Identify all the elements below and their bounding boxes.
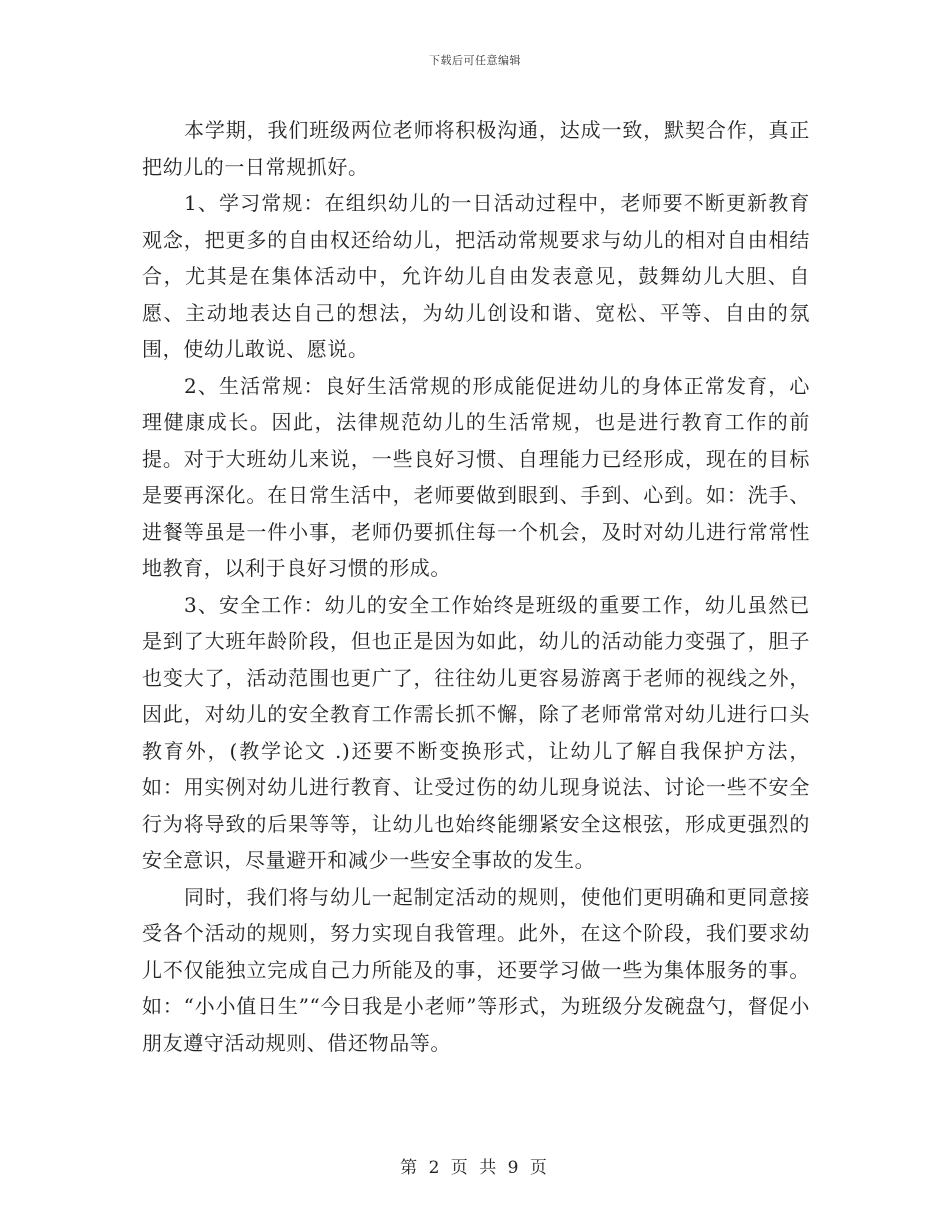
paragraph-self-management: 同时，我们将与幼儿一起制定活动的规则，使他们更明确和更同意接受各个活动的规则，努力实现自我管理。此外，在这个阶段，我们要求幼儿不仅能独立完成自己力所能及的事，还要学习做一些为集体服务的事。如：“小小值日生”“今日我是小老师”等形式，为班级分发碗盘勺，督促小朋友遵守活动规则、借还物品等。 — [142, 884, 810, 1055]
paragraph-intro: 本学期，我们班级两位老师将积极沟通，达成一致，默契合作，真正把幼儿的一日常规抓好。 — [142, 118, 810, 179]
page-number: 第 2 页 共 9 页 — [400, 1158, 550, 1178]
paragraph-life-routine: 2、生活常规：良好生活常规的形成能促进幼儿的身体正常发育，心理健康成长。因此，法律规范幼儿的生活常规，也是进行教育工作的前提。对于大班幼儿来说，一些良好习惯、自理能力已经形成，现在的目标是要再深化。在日常生活中，老师要做到眼到、手到、心到。如：洗手、进餐等虽是一件小事，老师仍要抓住每一个机会，及时对幼儿进行常常性地教育，以利于良好习惯的形成。 — [142, 373, 810, 580]
page-header: 下载后可任意编辑 — [429, 54, 521, 67]
paragraph-safety-work: 3、安全工作：幼儿的安全工作始终是班级的重要工作，幼儿虽然已是到了大班年龄阶段，但也正是因为如此，幼儿的活动能力变强了，胆子也变大了，活动范围也更广了，往往幼儿更容易游离于老师的视线之外，因此，对幼儿的安全教育工作需长抓不懈，除了老师常常对幼儿进行口头教育外，(教学论文 .)还要不断变换形式，让幼儿了解自我保护方法，如：用实例对幼儿进行教育、让受过伤的幼儿现身说法、讨论一些不安全行为将导致的后果等等，让幼儿也始终能绷紧安全这根弦，形成更强烈的安全意识，尽量避开和减少一些安全事故的发生。 — [142, 592, 810, 872]
body-text — [142, 112, 810, 1061]
paragraph-study-routine: 1、学习常规：在组织幼儿的一日活动过程中，老师要不断更新教育观念，把更多的自由权还给幼儿，把活动常规要求与幼儿的相对自由相结合，尤其是在集体活动中，允许幼儿自由发表意见，鼓舞幼儿大胆、自愿、主动地表达自己的想法，为幼儿创设和谐、宽松、平等、自由的氛围，使幼儿敢说、愿说。 — [142, 191, 810, 361]
